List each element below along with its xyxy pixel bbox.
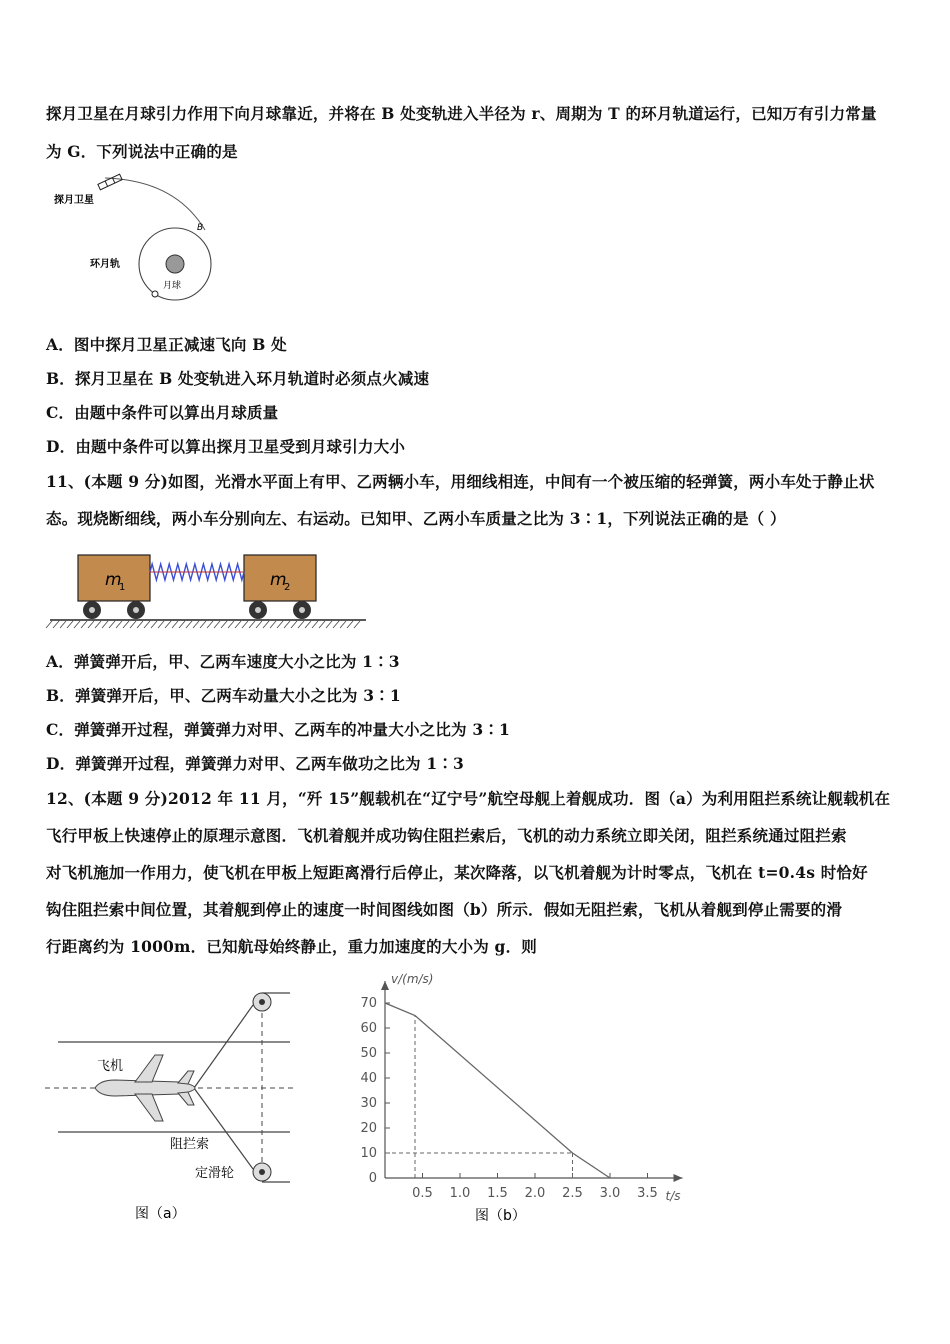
x-tick-label: 3.0 bbox=[599, 1186, 621, 1201]
y-tick-label: 30 bbox=[360, 1096, 377, 1111]
y-tick-label: 10 bbox=[360, 1146, 377, 1161]
x-tick-label: 1.5 bbox=[487, 1186, 508, 1201]
q10-option-a: A．图中探月卫星正减速飞向 B 处 bbox=[46, 335, 287, 354]
figure-a-caption: 图（a） bbox=[135, 1206, 186, 1222]
x-tick-label: 0.5 bbox=[412, 1186, 433, 1201]
y-axis-label: v/(m/s) bbox=[391, 972, 434, 986]
q11-stem-line1: 11、(本题 9 分)如图，光滑水平面上有甲、乙两辆小车，用细线相连，中间有一个被压缩的轻弹簧，两小车处于静止状 bbox=[46, 472, 875, 491]
moon bbox=[166, 255, 184, 273]
q12-stem-line1: 12、(本题 9 分)2012 年 11 月，“歼 15”舰载机在“辽宁号”航空母舰上着舰成功．图（a）为利用阻拦系统让舰载机在 bbox=[46, 789, 891, 808]
approach-trajectory bbox=[105, 178, 205, 230]
carts-figure bbox=[48, 550, 368, 636]
x-tick-label: 2.0 bbox=[524, 1186, 546, 1201]
pulley-label: 定滑轮 bbox=[195, 1166, 235, 1181]
cable-upper bbox=[194, 1005, 253, 1088]
q11-option-b: B．弹簧弹开后，甲、乙两车动量大小之比为 3∶1 bbox=[46, 686, 401, 705]
q10-option-c: C．由题中条件可以算出月球质量 bbox=[46, 403, 279, 422]
cable-lower bbox=[194, 1088, 253, 1169]
y-tick-label: 70 bbox=[360, 996, 377, 1011]
moon-label: 月球 bbox=[163, 281, 182, 291]
q10-stem-line2: 为 G．下列说法中正确的是 bbox=[46, 142, 238, 161]
point-b-label: B bbox=[197, 223, 204, 233]
wheels bbox=[83, 601, 311, 619]
cart1-mass-label: m bbox=[105, 570, 122, 590]
cart2-mass-sub: 2 bbox=[284, 582, 291, 593]
y-tick-label: 0 bbox=[368, 1171, 377, 1186]
x-tick-label: 2.5 bbox=[562, 1186, 583, 1201]
arresting-system-figure bbox=[40, 985, 310, 1230]
y-tick-label: 40 bbox=[360, 1071, 377, 1086]
q11-option-c: C．弹簧弹开过程，弹簧弹力对甲、乙两车的冲量大小之比为 3∶1 bbox=[46, 720, 511, 739]
q12-stem-line4: 钩住阻拦索中间位置，其着舰到停止的速度一时间图线如图（b）所示．假如无阻拦索，飞机从着舰到停止需要的滑 bbox=[46, 900, 843, 919]
q12-stem-line5: 行距离约为 1000m．已知航母始终静止，重力加速度的大小为 g．则 bbox=[46, 937, 537, 956]
q11-option-d: D．弹簧弹开过程，弹簧弹力对甲、乙两车做功之比为 1∶3 bbox=[46, 754, 465, 773]
q11-option-a: A．弹簧弹开后，甲、乙两车速度大小之比为 1∶3 bbox=[46, 652, 400, 671]
q10-option-d: D．由题中条件可以算出探月卫星受到月球引力大小 bbox=[46, 437, 406, 456]
plane-label: 飞机 bbox=[97, 1059, 124, 1074]
x-axis-label: t/s bbox=[665, 1189, 681, 1203]
x-axis-arrow-icon bbox=[674, 1174, 683, 1182]
orbit-label: 环月轨 bbox=[90, 259, 120, 270]
cart1-mass-sub: 1 bbox=[119, 582, 126, 593]
q12-stem-line2: 飞行甲板上快速停止的原理示意图．飞机着舰并成功钩住阻拦索后，飞机的动力系统立即关闭，阻拦系统通过阻拦索 bbox=[46, 826, 847, 845]
q10-stem-line1: 探月卫星在月球引力作用下向月球靠近，并将在 B 处变轨进入半径为 r、周期为 T 的环月轨道运行，已知万有引力常量 bbox=[46, 104, 877, 123]
cable-label: 阻拦索 bbox=[170, 1137, 210, 1152]
y-axis-arrow-icon bbox=[381, 981, 389, 990]
velocity-series-line bbox=[385, 1003, 610, 1178]
q10-orbit-figure bbox=[54, 168, 230, 308]
satellite-icon bbox=[98, 174, 122, 190]
vt-chart bbox=[345, 965, 705, 1230]
y-tick-label: 20 bbox=[360, 1121, 377, 1136]
y-tick-label: 60 bbox=[360, 1021, 377, 1036]
satellite-label: 探月卫星 bbox=[54, 195, 94, 206]
q11-stem-line2: 态。现烧断细线，两小车分别向左、右运动。已知甲、乙两小车质量之比为 3∶1，下列说法正确的是（ ） bbox=[46, 509, 786, 528]
q10-option-b: B．探月卫星在 B 处变轨进入环月轨道时必须点火减速 bbox=[46, 369, 430, 388]
q12-stem-line3: 对飞机施加一作用力，使飞机在甲板上短距离滑行后停止，某次降落，以飞机着舰为计时零点，飞机在 t=0.4s 时恰好 bbox=[46, 863, 868, 882]
ground-hatch bbox=[46, 621, 360, 628]
figure-b-caption: 图（b） bbox=[475, 1208, 526, 1224]
cart2-mass-label: m bbox=[270, 570, 287, 590]
x-tick-label: 1.0 bbox=[449, 1186, 471, 1201]
x-tick-label: 3.5 bbox=[637, 1186, 658, 1201]
y-tick-label: 50 bbox=[360, 1046, 377, 1061]
orbit-satellite-dot bbox=[152, 291, 158, 297]
